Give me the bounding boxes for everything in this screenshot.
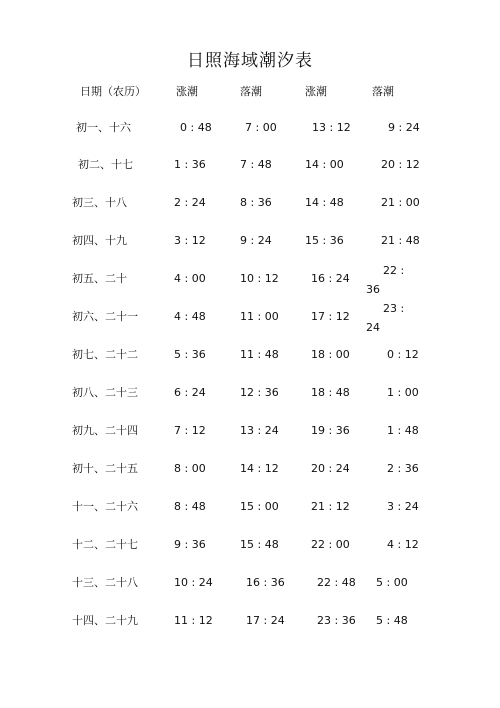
row-low-tide-1: 16 : 36: [246, 576, 285, 589]
row-high-tide-2: 17 : 12: [311, 310, 350, 323]
row-low-tide-2: 3 : 24: [387, 500, 419, 513]
header-low-tide-1: 落潮: [240, 85, 262, 98]
row-high-tide-1: 6 : 24: [174, 386, 206, 399]
row-date: 初七、二十二: [72, 348, 138, 361]
row-low-tide-2: 5 : 48: [376, 614, 408, 627]
row-high-tide-1: 3 : 12: [174, 234, 206, 247]
row-low-tide-2: 0 : 12: [387, 348, 419, 361]
header-high-tide-2: 涨潮: [305, 85, 327, 98]
row-high-tide-2: 21 : 12: [311, 500, 350, 513]
row-high-tide-2: 15 : 36: [305, 234, 344, 247]
row-high-tide-2: 19 : 36: [311, 424, 350, 437]
header-high-tide-1: 涨潮: [176, 85, 198, 98]
row-high-tide-1: 10 : 24: [174, 576, 213, 589]
row-high-tide-2: 13 : 12: [312, 121, 351, 134]
row-low-tide-1: 13 : 24: [240, 424, 279, 437]
row-high-tide-2: 18 : 00: [311, 348, 350, 361]
row-high-tide-1: 4 : 48: [174, 310, 206, 323]
row-low-tide-2: 21 : 48: [381, 234, 420, 247]
row-high-tide-2: 22 : 48: [317, 576, 356, 589]
row-high-tide-1: 8 : 00: [174, 462, 206, 475]
row-low-tide-2: 5 : 00: [376, 576, 408, 589]
row-low-tide-2: 21 : 00: [381, 196, 420, 209]
row-high-tide-1: 4 : 00: [174, 272, 206, 285]
header-low-tide-2: 落潮: [372, 85, 394, 98]
row-low-tide-2: 20 : 12: [381, 158, 420, 171]
row-low-tide-2-minute: 36: [366, 283, 380, 296]
row-low-tide-1: 11 : 00: [240, 310, 279, 323]
row-date: 初三、十八: [72, 196, 127, 209]
header-date: 日期（农历）: [80, 85, 146, 98]
row-low-tide-1: 11 : 48: [240, 348, 279, 361]
row-date: 十三、二十八: [72, 576, 138, 589]
row-date: 初六、二十一: [72, 310, 138, 323]
row-low-tide-1: 7 : 00: [245, 121, 277, 134]
row-low-tide-1: 7 : 48: [240, 158, 272, 171]
row-date: 初四、十九: [72, 234, 127, 247]
row-high-tide-1: 9 : 36: [174, 538, 206, 551]
row-high-tide-2: 16 : 24: [311, 272, 350, 285]
row-high-tide-2: 14 : 48: [305, 196, 344, 209]
row-low-tide-2: 1 : 00: [387, 386, 419, 399]
row-low-tide-2: 1 : 48: [387, 424, 419, 437]
row-low-tide-1: 10 : 12: [240, 272, 279, 285]
page-title: 日照海域潮汐表: [187, 51, 313, 71]
row-date: 初九、二十四: [72, 424, 138, 437]
row-low-tide-1: 8 : 36: [240, 196, 272, 209]
row-high-tide-1: 5 : 36: [174, 348, 206, 361]
row-date: 初五、二十: [72, 272, 127, 285]
row-low-tide-1: 12 : 36: [240, 386, 279, 399]
row-low-tide-2: 4 : 12: [387, 538, 419, 551]
row-high-tide-1: 8 : 48: [174, 500, 206, 513]
row-high-tide-1: 0 : 48: [180, 121, 212, 134]
row-low-tide-1: 17 : 24: [246, 614, 285, 627]
row-date: 初二、十七: [78, 158, 133, 171]
row-high-tide-1: 7 : 12: [174, 424, 206, 437]
row-low-tide-1: 9 : 24: [240, 234, 272, 247]
row-date: 初十、二十五: [72, 462, 138, 475]
row-high-tide-1: 2 : 24: [174, 196, 206, 209]
row-low-tide-2-hour: 22 :: [383, 264, 405, 277]
row-low-tide-2: 9 : 24: [388, 121, 420, 134]
row-low-tide-1: 15 : 00: [240, 500, 279, 513]
row-high-tide-1: 11 : 12: [174, 614, 213, 627]
row-high-tide-2: 23 : 36: [317, 614, 356, 627]
row-high-tide-2: 18 : 48: [311, 386, 350, 399]
row-high-tide-2: 22 : 00: [311, 538, 350, 551]
row-low-tide-2-hour: 23 :: [383, 302, 405, 315]
row-date: 十一、二十六: [72, 500, 138, 513]
row-date: 十四、二十九: [72, 614, 138, 627]
row-low-tide-2: 2 : 36: [387, 462, 419, 475]
row-date: 十二、二十七: [72, 538, 138, 551]
row-low-tide-1: 14 : 12: [240, 462, 279, 475]
row-low-tide-2-minute: 24: [366, 321, 380, 334]
row-low-tide-1: 15 : 48: [240, 538, 279, 551]
row-high-tide-1: 1 : 36: [174, 158, 206, 171]
row-date: 初八、二十三: [72, 386, 138, 399]
row-date: 初一、十六: [76, 121, 131, 134]
row-high-tide-2: 14 : 00: [305, 158, 344, 171]
row-high-tide-2: 20 : 24: [311, 462, 350, 475]
